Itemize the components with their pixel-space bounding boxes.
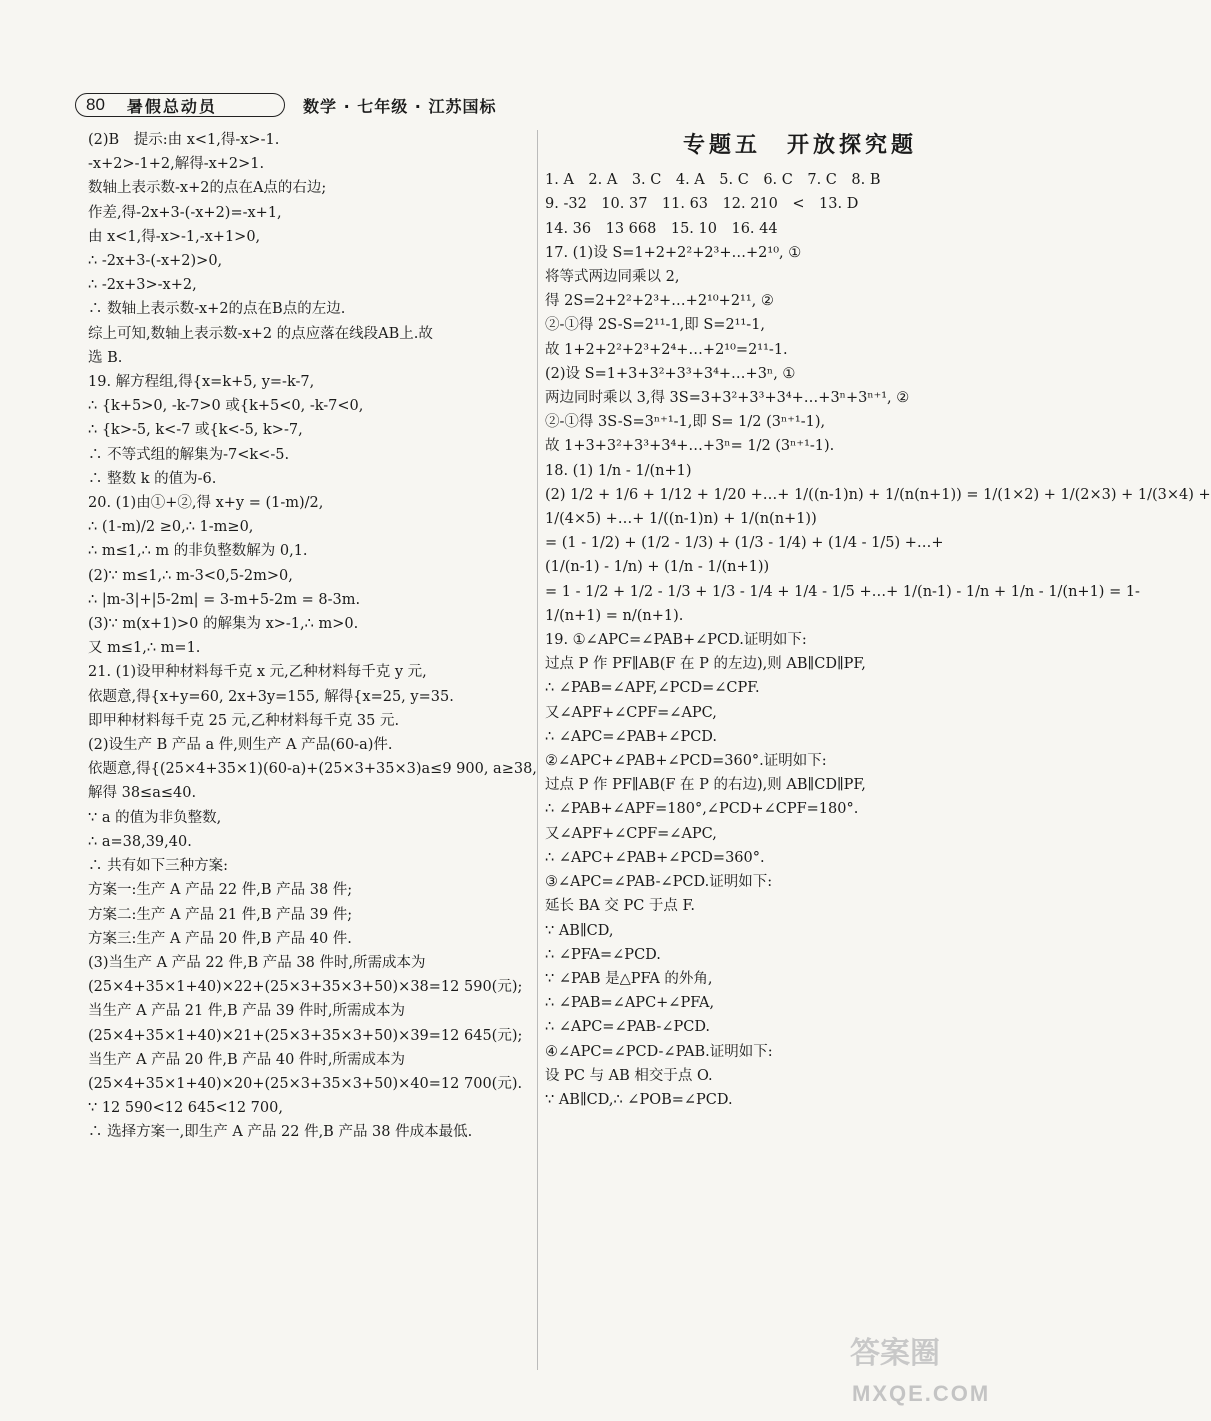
text-line: ④∠APC=∠PCD-∠PAB.证明如下:: [545, 1043, 773, 1060]
text-line: (25×4+35×1+40)×22+(25×3+35×3+50)×38=12 590(元);: [88, 979, 523, 996]
text-line: 方案二:生产 A 产品 21 件,B 产品 39 件;: [88, 906, 353, 923]
text-line: 又∠APF+∠CPF=∠APC,: [545, 825, 717, 842]
text-line: 当生产 A 产品 20 件,B 产品 40 件时,所需成本为: [88, 1051, 406, 1068]
text-line: ∴ ∠APC=∠PAB+∠PCD.: [545, 728, 718, 745]
text-line: 18. (1) 1/n - 1/(n+1): [545, 462, 692, 479]
text-line: 解得 38≤a≤40.: [88, 785, 197, 802]
text-line: ③∠APC=∠PAB-∠PCD.证明如下:: [545, 874, 773, 891]
text-line: ∴ {k+5>0, -k-7>0 或{k+5<0, -k-7<0,: [88, 398, 364, 415]
text-line: ∴ m≤1,∴ m 的非负整数解为 0,1.: [88, 543, 308, 560]
text-line: 延长 BA 交 PC 于点 F.: [545, 898, 695, 915]
text-line: (1/(n-1) - 1/n) + (1/n - 1/(n+1)): [545, 559, 770, 576]
text-line: ∴ ∠PFA=∠PCD.: [545, 946, 661, 963]
text-line: 综上可知,数轴上表示数-x+2 的点应落在线段AB上.故: [88, 325, 433, 342]
text-line: ②-①得 2S-S=2¹¹-1,即 S=2¹¹-1,: [545, 317, 766, 334]
text-line: ∴ 选择方案一,即生产 A 产品 22 件,B 产品 38 件成本最低.: [88, 1124, 473, 1141]
text-line: 21. (1)设甲种材料每千克 x 元,乙种材料每千克 y 元,: [88, 664, 427, 681]
text-line: ∵ ∠PAB 是△PFA 的外角,: [545, 970, 713, 987]
text-line: ②∠APC+∠PAB+∠PCD=360°.证明如下:: [545, 753, 827, 770]
text-line: (2) 1/2 + 1/6 + 1/12 + 1/20 +…+ 1/((n-1)n) + 1/(n(n+1)) = 1/(1×2) + 1/(2×3) + 1/(3×4) +: [545, 486, 1211, 503]
watermark-logo: [830, 1323, 990, 1413]
right-column: [545, 128, 1211, 1112]
book-title: 暑假总动员: [126, 96, 217, 116]
text-line: ∴ ∠PAB+∠APF=180°,∠PCD+∠CPF=180°.: [545, 801, 859, 818]
text-line: ∴ ∠PAB=∠APF,∠PCD=∠CPF.: [545, 680, 760, 697]
column-divider: [537, 130, 538, 1370]
text-line: (2)设生产 B 产品 a 件,则生产 A 产品(60-a)件.: [88, 737, 393, 754]
text-line: 1/(n+1) = n/(n+1).: [545, 607, 684, 624]
right-column-lines: [545, 168, 1211, 1112]
text-line: 故 1+2+2²+2³+2⁴+…+2¹⁰=2¹¹-1.: [545, 341, 788, 358]
text-line: 将等式两边同乘以 2,: [545, 269, 680, 286]
text-line: 依题意,得{x+y=60, 2x+3y=155, 解得{x=25, y=35.: [88, 688, 454, 705]
text-line: 1/(4×5) +…+ 1/((n-1)n) + 1/(n(n+1)): [545, 511, 817, 528]
text-line: ∵ 12 590<12 645<12 700,: [88, 1100, 283, 1117]
page-header: [75, 92, 515, 118]
text-line: 19. ①∠APC=∠PAB+∠PCD.证明如下:: [545, 632, 807, 649]
text-line: 依题意,得{(25×4+35×1)(60-a)+(25×3+35×3)a≤9 900, a≥38,: [88, 761, 537, 778]
text-line: ∴ -2x+3>-x+2,: [88, 277, 197, 294]
text-line: ∴ ∠PAB=∠APC+∠PFA,: [545, 995, 715, 1012]
watermark-url: MXQE.COM: [852, 1381, 991, 1406]
text-line: 两边同时乘以 3,得 3S=3+3²+3³+3⁴+…+3ⁿ+3ⁿ⁺¹, ②: [545, 390, 910, 407]
text-line: (2)设 S=1+3+3²+3³+3⁴+…+3ⁿ, ①: [545, 365, 796, 382]
text-line: = 1 - 1/2 + 1/2 - 1/3 + 1/3 - 1/4 + 1/4 - 1/5 +…+ 1/(n-1) - 1/n + 1/n - 1/(n+1) = 1-: [545, 583, 1140, 600]
text-line: 当生产 A 产品 21 件,B 产品 39 件时,所需成本为: [88, 1003, 406, 1020]
text-line: ∴ -2x+3-(-x+2)>0,: [88, 253, 223, 270]
text-line: ∴ 数轴上表示数-x+2的点在B点的左边.: [88, 301, 346, 318]
text-line: 方案一:生产 A 产品 22 件,B 产品 38 件;: [88, 882, 353, 899]
text-line: (25×4+35×1+40)×21+(25×3+35×3+50)×39=12 645(元);: [88, 1027, 523, 1044]
header-badge: [75, 93, 285, 117]
text-line: 又∠APF+∠CPF=∠APC,: [545, 704, 717, 721]
text-line: ∴ {k>-5, k<-7 或{k<-5, k>-7,: [88, 422, 303, 439]
text-line: (25×4+35×1+40)×20+(25×3+35×3+50)×40=12 700(元).: [88, 1075, 523, 1092]
text-line: 得 2S=2+2²+2³+…+2¹⁰+2¹¹, ②: [545, 293, 774, 310]
text-line: 1. A 2. A 3. C 4. A 5. C 6. C 7. C 8. B: [545, 172, 881, 189]
text-line: (3)∵ m(x+1)>0 的解集为 x>-1,∴ m>0.: [88, 616, 359, 633]
text-line: ∴ 共有如下三种方案:: [88, 858, 228, 875]
text-line: (2)∵ m≤1,∴ m-3<0,5-2m>0,: [88, 567, 293, 584]
text-line: = (1 - 1/2) + (1/2 - 1/3) + (1/3 - 1/4) + (1/4 - 1/5) +…+: [545, 535, 944, 552]
text-line: 方案三:生产 A 产品 20 件,B 产品 40 件.: [88, 930, 352, 947]
text-line: 9. -32 10. 37 11. 63 12. 210 < 13. D: [545, 196, 859, 213]
text-line: 过点 P 作 PF∥AB(F 在 P 的左边),则 AB∥CD∥PF,: [545, 656, 866, 673]
left-column: [88, 128, 537, 1145]
watermark-text: 答案圈: [850, 1336, 940, 1371]
text-line: 选 B.: [88, 349, 123, 366]
page-number: 80: [86, 95, 105, 114]
text-line: ∵ AB∥CD,: [545, 922, 614, 939]
text-line: ∴ (1-m)/2 ≥0,∴ 1-m≥0,: [88, 519, 254, 536]
text-line: 作差,得-2x+3-(-x+2)=-x+1,: [88, 204, 282, 221]
text-line: 故 1+3+3²+3³+3⁴+…+3ⁿ= 1/2 (3ⁿ⁺¹-1).: [545, 438, 835, 455]
text-line: ∵ a 的值为非负整数,: [88, 809, 222, 826]
text-line: 即甲种材料每千克 25 元,乙种材料每千克 35 元.: [88, 712, 400, 729]
text-line: 14. 36 13 668 15. 10 16. 44: [545, 220, 778, 237]
text-line: ∴ 不等式组的解集为-7<k<-5.: [88, 446, 290, 463]
text-line: ∴ ∠APC+∠PAB+∠PCD=360°.: [545, 849, 765, 866]
subject-label: 数学 · 七年级 · 江苏国标: [303, 96, 497, 116]
text-line: ∴ a=38,39,40.: [88, 833, 192, 850]
text-line: ∵ AB∥CD,∴ ∠POB=∠PCD.: [545, 1091, 733, 1108]
text-line: 数轴上表示数-x+2的点在A点的右边;: [88, 180, 327, 197]
text-line: (3)当生产 A 产品 22 件,B 产品 38 件时,所需成本为: [88, 954, 426, 971]
text-line: ∴ ∠APC=∠PAB-∠PCD.: [545, 1019, 711, 1036]
text-line: 过点 P 作 PF∥AB(F 在 P 的右边),则 AB∥CD∥PF,: [545, 777, 866, 794]
text-line: 20. (1)由①+②,得 x+y = (1-m)/2,: [88, 495, 324, 512]
topic-title: 专题五 开放探究题: [682, 133, 917, 158]
text-line: 由 x<1,得-x>-1,-x+1>0,: [88, 228, 261, 245]
text-line: ②-①得 3S-S=3ⁿ⁺¹-1,即 S= 1/2 (3ⁿ⁺¹-1),: [545, 414, 826, 431]
text-line: 19. 解方程组,得{x=k+5, y=-k-7,: [88, 374, 315, 391]
text-line: (2)B 提示:由 x<1,得-x>-1.: [88, 132, 280, 148]
text-line: -x+2>-1+2,解得-x+2>1.: [88, 156, 265, 173]
text-line: ∴ |m-3|+|5-2m| = 3-m+5-2m = 8-3m.: [88, 591, 361, 608]
text-line: 设 PC 与 AB 相交于点 O.: [545, 1067, 713, 1084]
text-line: 17. (1)设 S=1+2+2²+2³+…+2¹⁰, ①: [545, 244, 802, 261]
text-line: 又 m≤1,∴ m=1.: [88, 640, 201, 657]
text-line: ∴ 整数 k 的值为-6.: [88, 470, 217, 487]
